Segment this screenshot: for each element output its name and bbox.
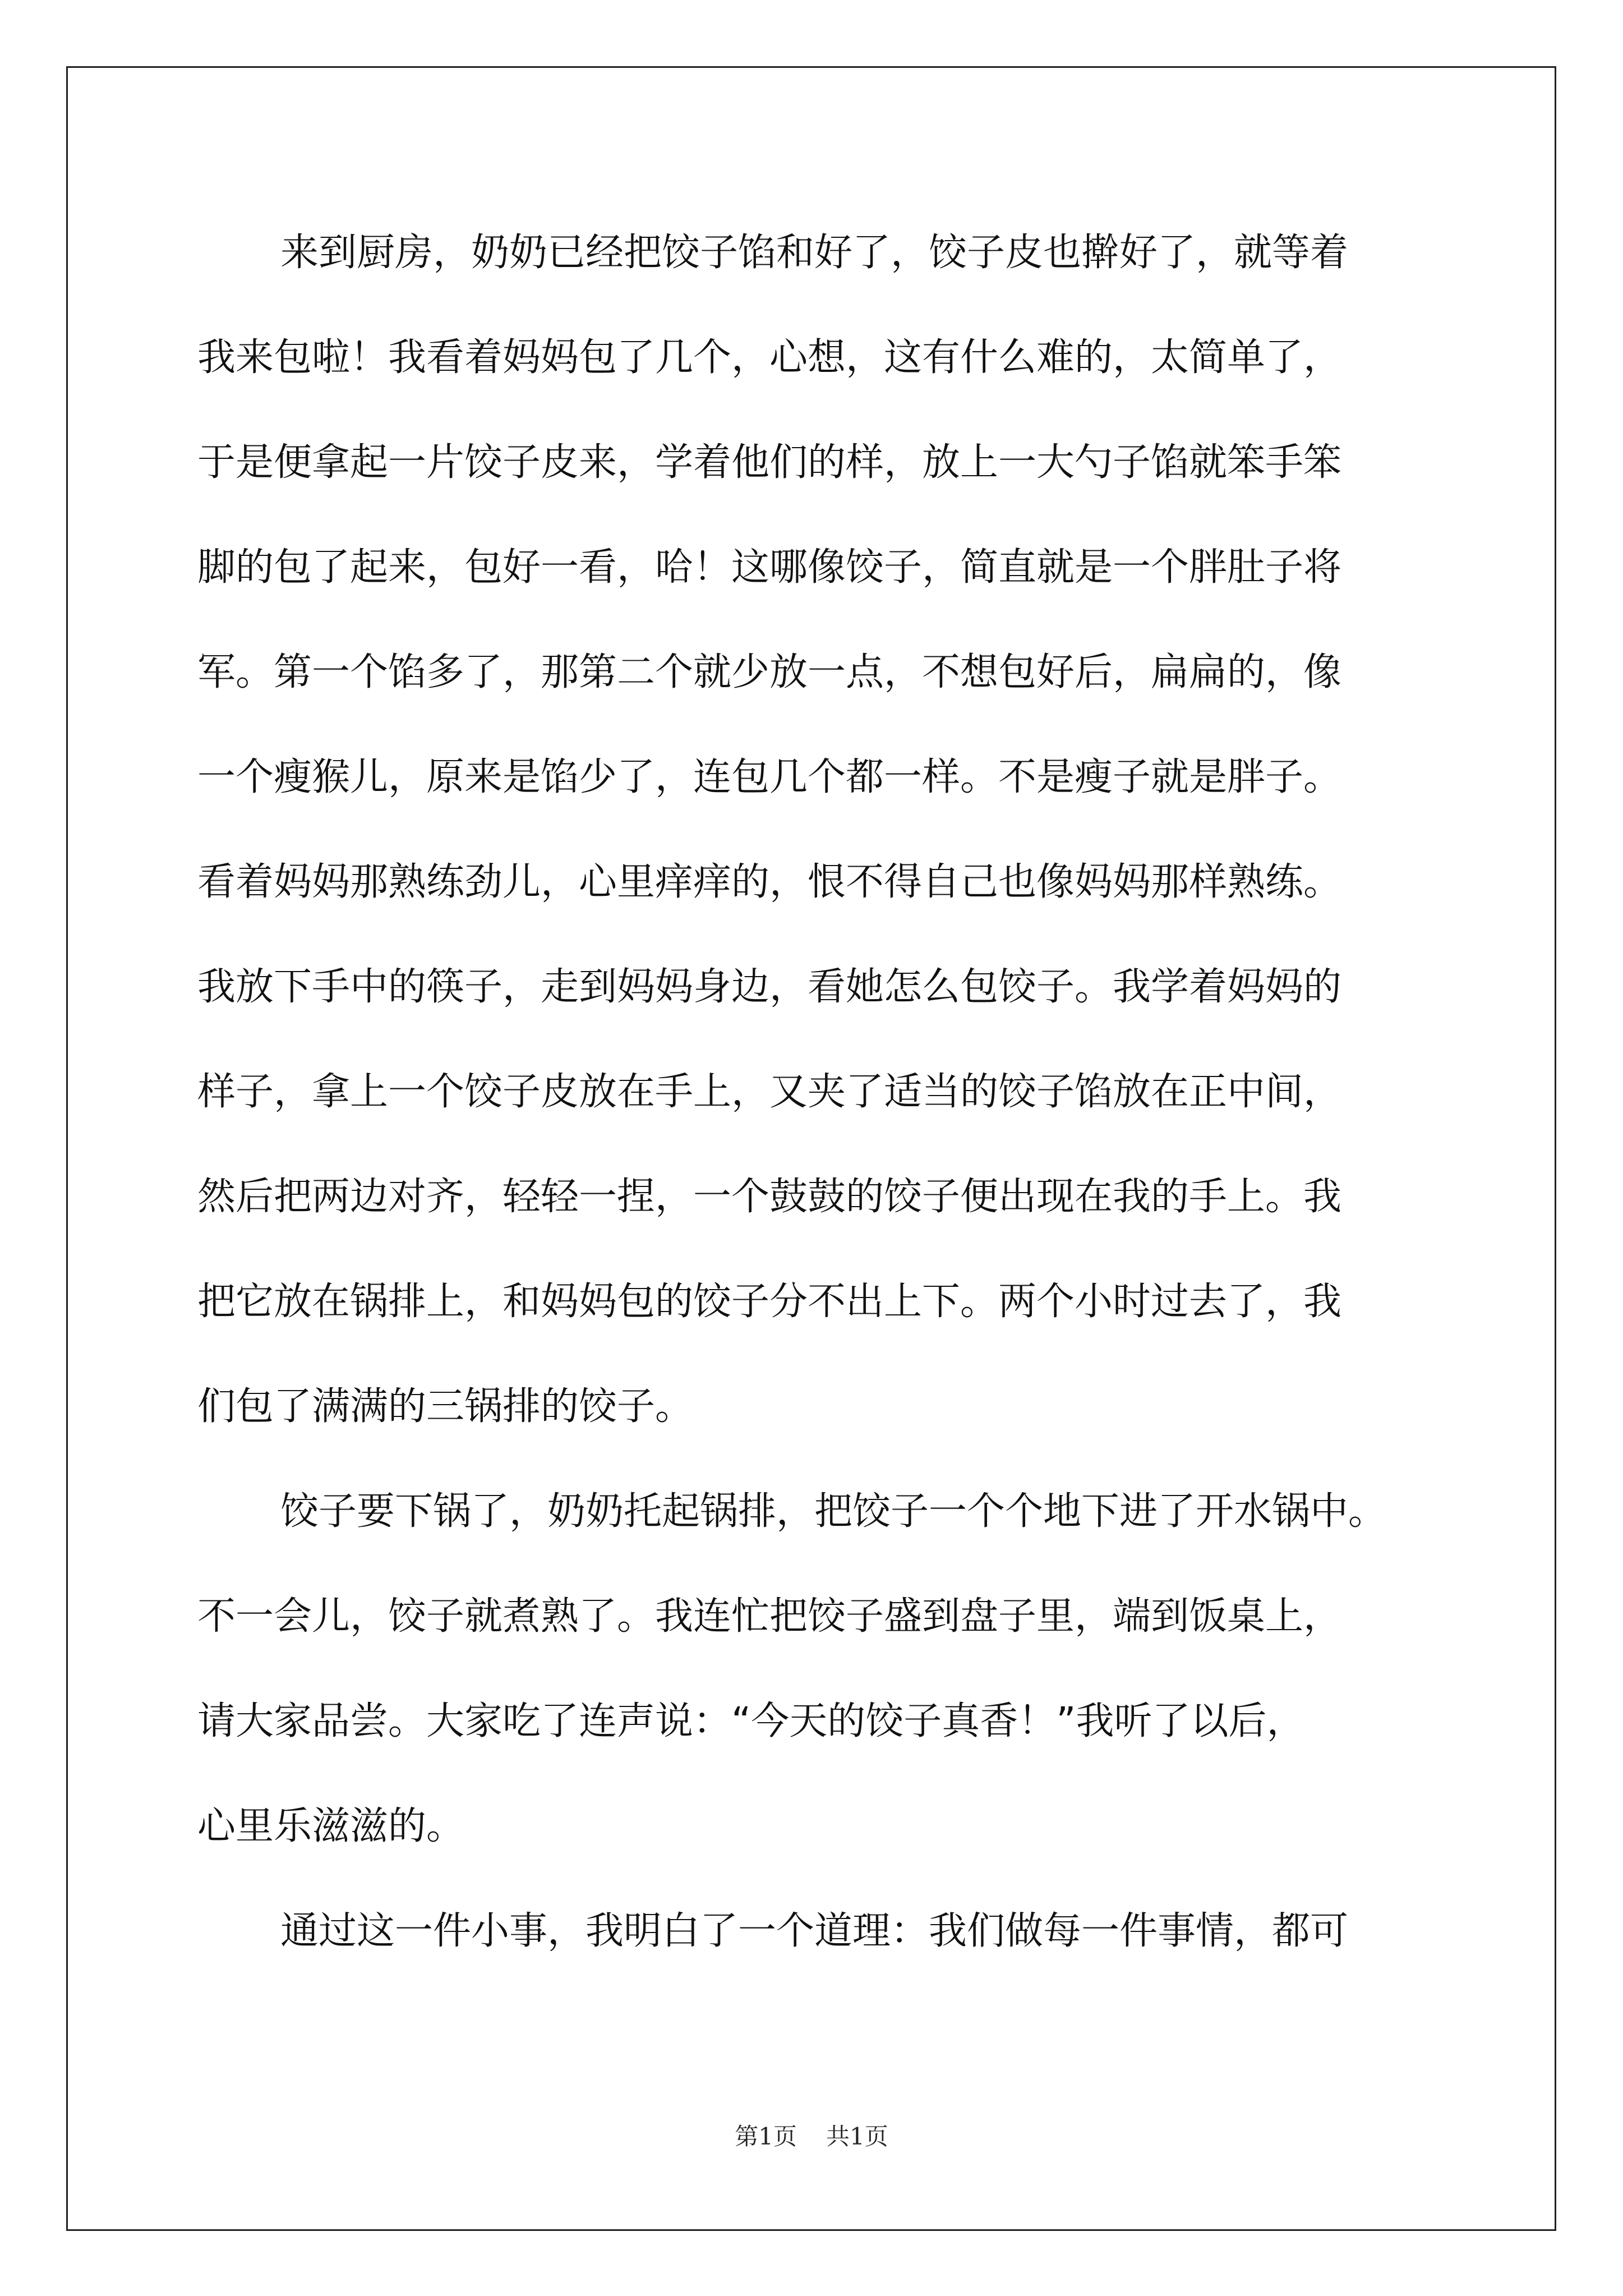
text-line: 把它放在锅排上，和妈妈包的饺子分不出上下。两个小时过去了，我 <box>197 1280 1342 1324</box>
text-line: 们包了满满的三锅排的饺子。 <box>197 1384 694 1429</box>
paragraph-1 <box>197 222 1435 1480</box>
document-body <box>197 222 1435 2005</box>
text-line: 不一会儿，饺子就煮熟了。我连忙把饺子盛到盘子里，端到饭桌上， <box>197 1594 1342 1639</box>
text-line: 请大家品尝。大家吃了连声说：“今天的饺子真香！”我听了以后， <box>197 1699 1305 1743</box>
text-line: 通过这一件小事，我明白了一个道理：我们做每一件事情，都可 <box>280 1909 1349 1953</box>
text-line: 来到厨房，奶奶已经把饺子馅和好了，饺子皮也擀好了，就等着 <box>280 231 1349 275</box>
text-line: 样子，拿上一个饺子皮放在手上，又夹了适当的饺子馅放在正中间， <box>197 1070 1342 1114</box>
page-total: 共1页 <box>826 2123 888 2150</box>
text-line: 我放下手中的筷子，走到妈妈身边，看她怎么包饺子。我学着妈妈的 <box>197 965 1342 1009</box>
page-number: 第1页 <box>735 2123 797 2150</box>
paragraph-3 <box>197 1900 1435 2005</box>
text-line: 心里乐滋滋的。 <box>197 1804 465 1848</box>
text-line: 一个瘦猴儿，原来是馅少了，连包几个都一样。不是瘦子就是胖子。 <box>197 755 1342 799</box>
text-line: 饺子要下锅了，奶奶托起锅排，把饺子一个个地下进了开水锅中。 <box>280 1489 1387 1534</box>
text-line: 军。第一个馅多了，那第二个就少放一点，不想包好后，扁扁的，像 <box>197 650 1342 694</box>
text-line: 脚的包了起来，包好一看，哈！这哪像饺子，简直就是一个胖肚子将 <box>197 545 1342 590</box>
text-line: 于是便拿起一片饺子皮来，学着他们的样，放上一大勺子馅就笨手笨 <box>197 440 1342 485</box>
text-line: 看着妈妈那熟练劲儿，心里痒痒的，恨不得自己也像妈妈那样熟练。 <box>197 860 1342 904</box>
text-line: 然后把两边对齐，轻轻一捏，一个鼓鼓的饺子便出现在我的手上。我 <box>197 1175 1342 1219</box>
text-line: 我来包啦！我看着妈妈包了几个，心想，这有什么难的，太简单了， <box>197 335 1342 380</box>
page-footer <box>0 2125 1623 2148</box>
paragraph-2 <box>197 1480 1435 1900</box>
